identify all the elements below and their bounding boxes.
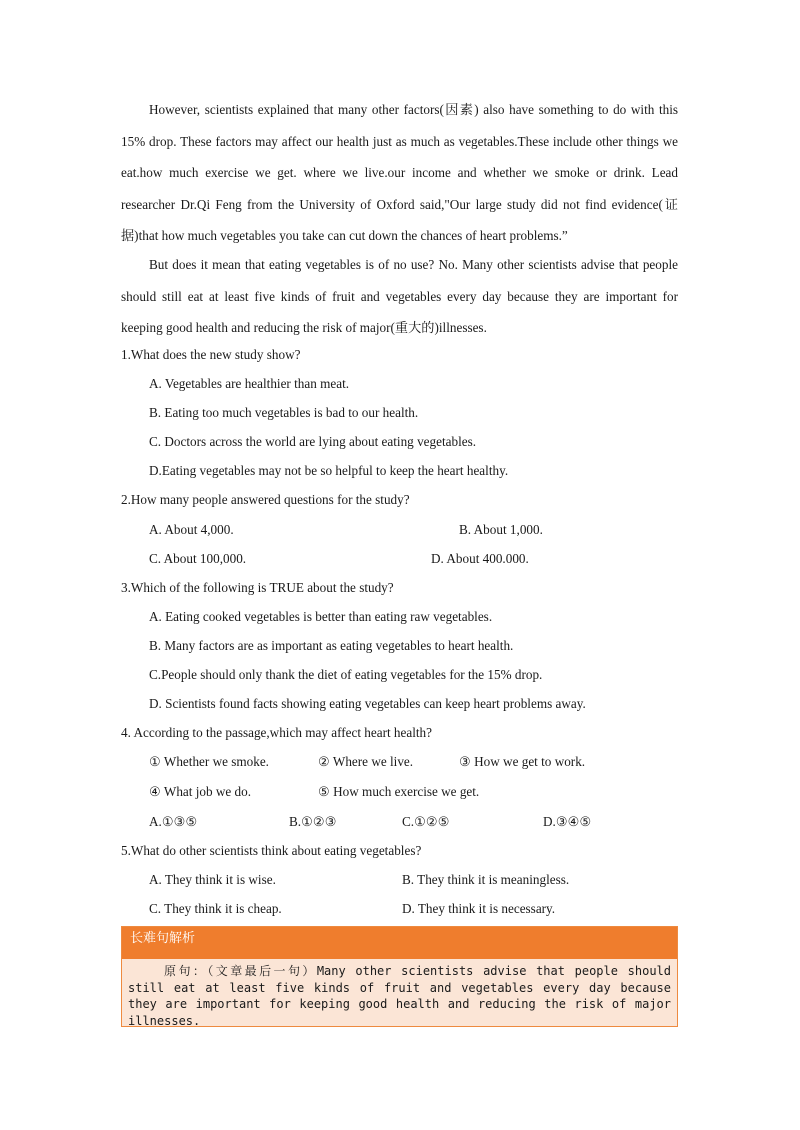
sentence-analysis-title: 长难句解析 — [122, 927, 677, 959]
answer-option: B.①②③ — [289, 814, 337, 829]
numbered-item: ③ How we get to work. — [459, 754, 586, 769]
passage-paragraph: However, scientists explained that many other factors(因素) also have something to do with this 15% drop. These factors may affect our health just as much as vegetables.These include other things we eat.how much exercise we get. where we live.our income and whether we smoke or drink. Lead researcher Dr.Qi Feng from the University of Oxford said,"Our large study did not find evidence(证据)that how much vegetables you take can cut down the chances of heart problems.” — [121, 102, 678, 243]
answer-option: A. They think it is wise. — [149, 872, 276, 887]
answer-option: D. Scientists found facts showing eating vegetables can keep heart problems away. — [149, 696, 586, 711]
answer-option: C. They think it is cheap. — [149, 901, 282, 916]
numbered-item: ⑤ How much exercise we get. — [318, 784, 480, 799]
numbered-item: ④ What job we do. — [149, 784, 252, 799]
question-stem: 3.Which of the following is TRUE about the study? — [121, 580, 394, 595]
answer-option: A. Eating cooked vegetables is better than eating raw vegetables. — [149, 609, 493, 624]
answer-option: C.People should only thank the diet of eating vegetables for the 15% drop. — [149, 667, 543, 682]
question-stem: 2.How many people answered questions for the study? — [121, 492, 410, 507]
answer-option: D. About 400.000. — [431, 551, 529, 566]
answer-option: C. Doctors across the world are lying about eating vegetables. — [149, 434, 477, 449]
passage-paragraph: But does it mean that eating vegetables is of no use? No. Many other scientists advise that people should still eat at least five kinds of fruit and vegetables every day because they are important for keeping good health and reducing the risk of major(重大的)illnesses. — [121, 257, 678, 335]
answer-option: D.③④⑤ — [543, 814, 592, 829]
answer-option: A. Vegetables are healthier than meat. — [149, 376, 350, 391]
sentence-analysis-box — [121, 926, 678, 1027]
answer-option: C.①②⑤ — [402, 814, 450, 829]
answer-option: D.Eating vegetables may not be so helpful to keep the heart healthy. — [149, 463, 509, 478]
question-stem: 5.What do other scientists think about eating vegetables? — [121, 843, 422, 858]
sentence-analysis-text: 原句：（文章最后一句）Many other scientists advise that people should still eat at least five kinds of fruit and vegetables every day because they are important for keeping good health and reducing the risk of major illnesses. — [128, 964, 671, 1028]
answer-option: A. About 4,000. — [149, 522, 234, 537]
answer-option: C. About 100,000. — [149, 551, 247, 566]
question-stem: 1.What does the new study show? — [121, 347, 301, 362]
numbered-item: ② Where we live. — [318, 754, 414, 769]
answer-option: B. They think it is meaningless. — [402, 872, 570, 887]
answer-option: D. They think it is necessary. — [402, 901, 556, 916]
answer-option: B. Many factors are as important as eating vegetables to heart health. — [149, 638, 514, 653]
answer-option: A.①③⑤ — [149, 814, 198, 829]
answer-option: B. About 1,000. — [459, 522, 543, 537]
answer-option: B. Eating too much vegetables is bad to our health. — [149, 405, 419, 420]
question-stem: 4. According to the passage,which may affect heart health? — [121, 725, 433, 740]
numbered-item: ① Whether we smoke. — [149, 754, 269, 769]
